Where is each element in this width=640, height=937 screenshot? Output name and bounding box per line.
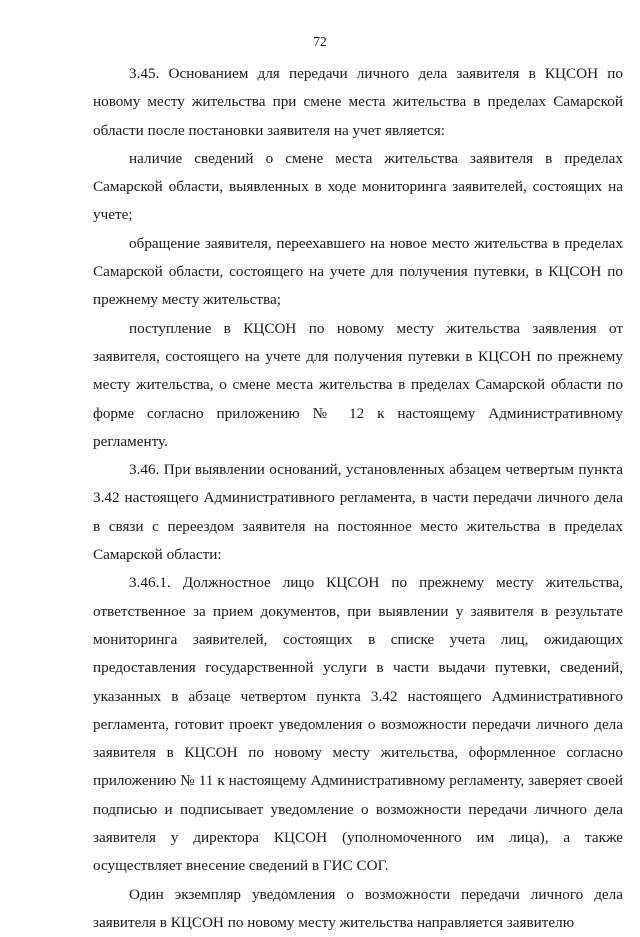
page-number: 72 xyxy=(313,34,327,49)
paragraph-basis-applicant-request: обращение заявителя, переехавшего на новое место жительства в пределах Самарской области, состоящего на учете для получения путевки, в КЦСОН по прежнему месту жительства; xyxy=(93,234,623,309)
paragraph-basis-monitoring: наличие сведений о смене места жительства заявителя в пределах Самарской области, выявленных в ходе мониторинга заявителей, состоящих на учете; xyxy=(93,149,623,224)
paragraph-3-46-1: 3.46.1. Должностное лицо КЦСОН по прежнему месту жительства, ответственное за прием документов, при выявлении у заявителя в результате мониторинга заявителей, состоящих в списке учета лиц, ожидающих предоставления государственной услуги в части выдачи путевки, сведений, указанных в абзаце четвертом пункта 3.42 настоящего Административного регламента, готовит проект уведомления о возможности передачи личного дела заявителя в КЦСОН по новому месту жительства, оформленное согласно приложению № 11 к настоящему Административному регламенту, заверяет своей подписью и подписывает уведомление о возможности передачи личного дела заявителя у директора КЦСОН (уполномоченного им лица), а также осуществляет внесение сведений в ГИС СОГ. xyxy=(93,574,623,875)
paragraph-notification-copy: Один экземпляр уведомления о возможности передачи личного дела заявителя в КЦСОН по новому месту жительства направляется заявителю xyxy=(93,885,623,931)
paragraph-3-46: 3.46. При выявлении оснований, установленных абзацем четвертым пункта 3.42 настоящего Административного регламента, в части передачи личного дела в связи с переездом заявителя на постоянное место жительства в пределах Самарской области: xyxy=(93,461,623,564)
paragraph-basis-application-receipt: поступление в КЦСОН по новому месту жительства заявления от заявителя, состоящего на учете для получения путевки в КЦСОН по прежнему месту жительства, о смене места жительства в пределах Самарской области по форме согласно приложению № 12 к настоящему Административному регламенту. xyxy=(93,319,623,450)
document-body xyxy=(93,60,623,937)
paragraph-3-45: 3.45. Основанием для передачи личного дела заявителя в КЦСОН по новому месту жительства при смене места жительства в пределах Самарской области после постановки заявителя на учет является: xyxy=(93,65,623,139)
